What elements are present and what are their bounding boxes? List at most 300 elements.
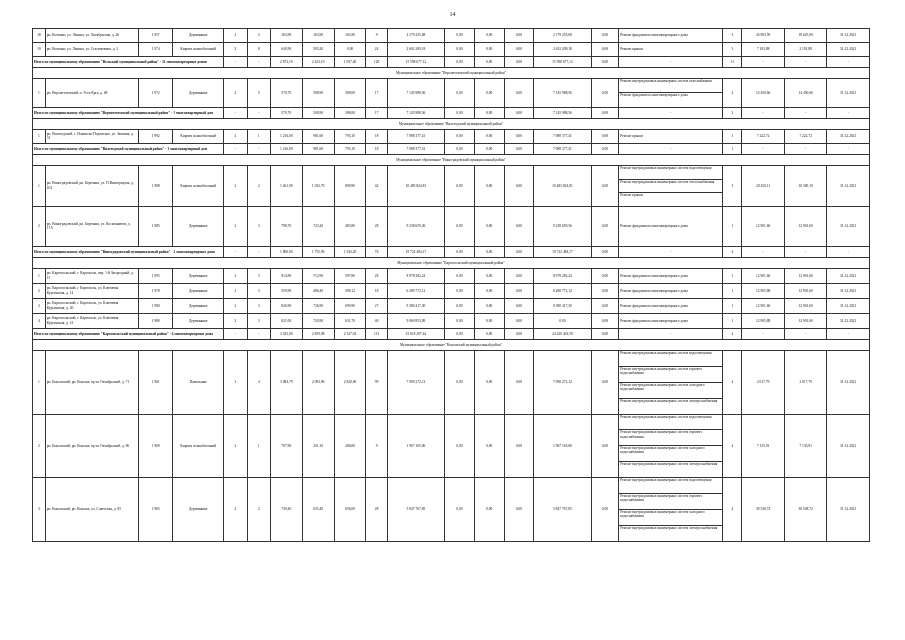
cell-c1: 7 090 272,12 bbox=[387, 350, 444, 414]
total-u2: - bbox=[784, 328, 826, 339]
cell-a2: 503,20 bbox=[302, 43, 334, 57]
total-c3: 0,00 bbox=[474, 57, 504, 68]
cell-fl: 2 bbox=[224, 43, 247, 57]
section-header-row bbox=[33, 154, 870, 165]
cell-dt: 31.12.2021 bbox=[827, 283, 870, 298]
cell-mat: Кирпич шлакоблочный bbox=[173, 165, 224, 206]
cell-work-types bbox=[619, 79, 723, 108]
cell-fl: 2 bbox=[224, 414, 247, 478]
cell-fl: 2 bbox=[224, 165, 247, 206]
cell-en: 3 bbox=[247, 298, 270, 313]
cell-en: 3 bbox=[247, 283, 270, 298]
total-wn: 4 bbox=[723, 246, 742, 257]
cell-c6: 0,00 bbox=[591, 29, 619, 43]
cell-c1: 6 280 772,12 bbox=[387, 283, 444, 298]
cell-year: 1 980 bbox=[139, 313, 173, 328]
cell-ppl: 28 bbox=[366, 206, 387, 246]
cell-addr: рп. Коношский, рп. Коноша, ул. Советская, д. 85 bbox=[45, 478, 138, 542]
cell-addr: рп. Верхнетоемский, п. Усть-Ерга, д. 68 bbox=[45, 79, 138, 108]
cell-c5: 6 280 772,12 bbox=[534, 283, 591, 298]
cell-a3: 206,00 bbox=[334, 414, 366, 478]
cell-c4: 0,00 bbox=[504, 478, 534, 542]
work-type-item: Ремонт внутридомовых инженерных систем электроснабжения bbox=[620, 525, 718, 530]
section-header: Муниципальное образование "Верхнетоемский муниципальный район" bbox=[33, 68, 870, 79]
cell-c1: 9 380 417,30 bbox=[387, 298, 444, 313]
cell-c2: 0,00 bbox=[445, 29, 475, 43]
cell-c4: 0,00 bbox=[504, 350, 534, 414]
work-type-item: Ремонт внутридомовых инженерных систем горячего водоснабжения bbox=[619, 430, 722, 446]
total-ppl: 120 bbox=[366, 57, 387, 68]
cell-c2: 0,00 bbox=[445, 298, 475, 313]
cell-c2: 0,00 bbox=[445, 350, 475, 414]
work-type-item: Ремонт внутридомовых инженерных систем водоотведения bbox=[619, 351, 722, 367]
table-row bbox=[33, 414, 870, 478]
cell-a2: 251,10 bbox=[302, 414, 334, 478]
cell-c2: 0,00 bbox=[445, 478, 475, 542]
cell-ppl: 18 bbox=[366, 129, 387, 143]
cell-mat: Деревянные bbox=[173, 283, 224, 298]
table-row bbox=[33, 350, 870, 414]
total-u1: - bbox=[742, 107, 784, 118]
cell-addr: рп. Виноградовский, рп. Березник, ул. Космонавтов, д. 17А bbox=[45, 206, 138, 246]
total-a3: 398,00 bbox=[334, 107, 366, 118]
cell-c5: 5 847 767,85 bbox=[534, 478, 591, 542]
cell-u1: 12 901,60 bbox=[742, 268, 784, 283]
cell-year: 1 957 bbox=[139, 29, 173, 43]
cell-c1: 9 060 853,09 bbox=[387, 313, 444, 328]
total-c2: 0,00 bbox=[445, 246, 475, 257]
cell-u2: 18 625,09 bbox=[784, 29, 826, 43]
cell-a1: 559,90 bbox=[270, 283, 302, 298]
total-c2: 0,00 bbox=[445, 107, 475, 118]
cell-en: 1 bbox=[247, 414, 270, 478]
table-row bbox=[33, 43, 870, 57]
cell-dt: 31.12.2021 bbox=[827, 165, 870, 206]
cell-c2: 0,00 bbox=[445, 206, 475, 246]
cell-wn: 1 bbox=[723, 298, 742, 313]
table-row bbox=[33, 283, 870, 298]
total-a1: 3 025,00 bbox=[270, 328, 302, 339]
cell-wn: 4 bbox=[723, 414, 742, 478]
work-type-item: Ремонт внутридомовых инженерных систем водоотведения bbox=[619, 478, 722, 494]
cell-addr: рп. Коношский, рп. Коноша, пр-кт Октябрьский, д. 71 bbox=[45, 350, 138, 414]
cell-fl: 2 bbox=[224, 206, 247, 246]
cell-year: 1 969 bbox=[139, 414, 173, 478]
cell-a1: 821,00 bbox=[270, 313, 302, 328]
cell-c3: 0,00 bbox=[474, 478, 504, 542]
cell-fl: 2 bbox=[224, 79, 247, 108]
cell-year: 1 978 bbox=[139, 283, 173, 298]
cell-en: 3 bbox=[247, 313, 270, 328]
cell-a3: 597,80 bbox=[334, 268, 366, 283]
cell-c3: 0,00 bbox=[474, 350, 504, 414]
cell-mat: Панельные bbox=[173, 350, 224, 414]
work-type-item: Ремонт внутридомовых инженерных систем электроснабжения bbox=[620, 398, 718, 403]
total-label: Итого по муниципальному образованию "Каргопольский муниципальный район" - 4 многоквартирных дома bbox=[33, 328, 224, 339]
section-header: Муниципальное образование "Вилегодский муниципальный район" bbox=[33, 118, 870, 129]
table-row bbox=[33, 129, 870, 143]
total-c6: 0,00 bbox=[591, 143, 619, 154]
cell-u1: 30 528,72 bbox=[742, 478, 784, 542]
cell-c5: 10 483 824,81 bbox=[534, 165, 591, 206]
cell-en: 3 bbox=[247, 206, 270, 246]
cell-c1: 5 847 767,85 bbox=[387, 478, 444, 542]
total-dt: - bbox=[827, 328, 870, 339]
work-type-item: Ремонт внутридомовых инженерных систем горячего водоснабжения bbox=[619, 494, 722, 510]
cell-fl: 2 bbox=[224, 29, 247, 43]
total-u2: - bbox=[784, 57, 826, 68]
cell-work: Ремонт фундамента многоквартирного дома bbox=[619, 298, 723, 313]
table-row bbox=[33, 29, 870, 43]
total-row bbox=[33, 328, 870, 339]
cell-c4: 0,00 bbox=[504, 29, 534, 43]
cell-c6: 0,00 bbox=[591, 478, 619, 542]
cell-wn: 1 bbox=[723, 206, 742, 246]
cell-c6: 0,00 bbox=[591, 298, 619, 313]
work-type-item: Ремонт внутридомовых инженерных систем водоотведения bbox=[619, 166, 722, 180]
cell-a3: 631,70 bbox=[334, 313, 366, 328]
total-u1: - bbox=[742, 57, 784, 68]
cell-c2: 0,00 bbox=[445, 268, 475, 283]
work-type-item: Ремонт внутридомовых инженерных систем холодного водоснабжения bbox=[619, 510, 722, 526]
total-ppl: 17 bbox=[366, 107, 387, 118]
cell-ppl: 27 bbox=[366, 298, 387, 313]
cell-c2: 0,00 bbox=[445, 165, 475, 206]
cell-n: 2 bbox=[33, 283, 46, 298]
cell-c5: 0,00 bbox=[534, 313, 591, 328]
cell-c2: 0,00 bbox=[445, 414, 475, 478]
cell-work: Ремонт фундамента многоквартирного дома bbox=[619, 29, 723, 43]
total-a1: 570,70 bbox=[270, 107, 302, 118]
cell-u1: 20 250,11 bbox=[742, 165, 784, 206]
cell-n: 1 bbox=[33, 165, 46, 206]
cell-u1: 12 901,60 bbox=[742, 206, 784, 246]
total-u2: - bbox=[784, 143, 826, 154]
cell-mat: Деревянные bbox=[173, 206, 224, 246]
total-label: Итого по муниципальному образованию "Виноградовский муниципальный район" - 2 многоквартирных дома bbox=[33, 246, 224, 257]
cell-ppl: 42 bbox=[366, 165, 387, 206]
cell-c2: 0,00 bbox=[445, 313, 475, 328]
total-a2: 2 423,10 bbox=[302, 57, 334, 68]
cell-a1: 707,90 bbox=[270, 414, 302, 478]
total-c2: 0,00 bbox=[445, 328, 475, 339]
cell-c3: 0,00 bbox=[474, 206, 504, 246]
cell-addr: рп. Виноградовский, рп. Березник, ул. П.Виноградова, д. 103 bbox=[45, 165, 138, 206]
cell-fl: 2 bbox=[224, 283, 247, 298]
cell-fl: 2 bbox=[224, 129, 247, 143]
total-c3: 0,00 bbox=[474, 328, 504, 339]
cell-a2: 635,40 bbox=[302, 478, 334, 542]
cell-mat: Деревянные bbox=[173, 79, 224, 108]
cell-c4: 0,00 bbox=[504, 129, 534, 143]
cell-en: 2 bbox=[247, 29, 270, 43]
cell-u1: 12 901,60 bbox=[742, 298, 784, 313]
cell-u1: 12 905,88 bbox=[742, 283, 784, 298]
cell-c4: 0,00 bbox=[504, 298, 534, 313]
total-u1: - bbox=[742, 328, 784, 339]
cell-c3: 0,00 bbox=[474, 414, 504, 478]
table-row bbox=[33, 298, 870, 313]
cell-c5: 1 967 165,06 bbox=[534, 414, 591, 478]
cell-ppl: 18 bbox=[366, 283, 387, 298]
cell-addr: рп. Каргопольский, г. Каргополь, ул. Ключевая Кургинская, д. 21 bbox=[45, 313, 138, 328]
cell-u2: 10 369,10 bbox=[784, 165, 826, 206]
table-row bbox=[33, 79, 870, 108]
cell-a3: 2 820,00 bbox=[334, 350, 366, 414]
cell-c3: 0,00 bbox=[474, 129, 504, 143]
cell-a1: 798,70 bbox=[270, 206, 302, 246]
cell-c4: 0,00 bbox=[504, 43, 534, 57]
cell-n: 1 bbox=[33, 79, 46, 108]
total-a: - bbox=[224, 246, 247, 257]
cell-dt: 31.12.2021 bbox=[827, 313, 870, 328]
section-header-row bbox=[33, 68, 870, 79]
cell-c2: 0,00 bbox=[445, 79, 475, 108]
total-c2: 0,00 bbox=[445, 143, 475, 154]
cell-c5: 2 632 209,18 bbox=[534, 43, 591, 57]
cell-year: 1 972 bbox=[139, 79, 173, 108]
cell-a2: 1 032,70 bbox=[302, 165, 334, 206]
table-row bbox=[33, 206, 870, 246]
cell-c4: 0,00 bbox=[504, 206, 534, 246]
cell-work: Ремонт фундамента многоквартирного дома bbox=[619, 206, 723, 246]
cell-c1: 2 602 209,18 bbox=[387, 43, 444, 57]
cell-year: 1 988 bbox=[139, 165, 173, 206]
total-work: - bbox=[619, 143, 723, 154]
cell-c2: 0,00 bbox=[445, 283, 475, 298]
table-row bbox=[33, 478, 870, 542]
cell-u2: 12 901,60 bbox=[784, 268, 826, 283]
cell-year: 1 995 bbox=[139, 268, 173, 283]
total-c5: 7 088 377,41 bbox=[534, 143, 591, 154]
work-type-item: Ремонт внутридомовых инженерных систем электроснабжения bbox=[620, 462, 718, 467]
section-header-row bbox=[33, 339, 870, 350]
cell-mat: Деревянные bbox=[173, 313, 224, 328]
cell-c1: 7 145 988,56 bbox=[387, 79, 444, 108]
cell-u2: 12 901,60 bbox=[784, 298, 826, 313]
cell-addr: рп. Кочкино, ул. Ленина, ул. Октябрьская, д. 26 bbox=[45, 29, 138, 43]
cell-c4: 0,00 bbox=[504, 165, 534, 206]
cell-c5: 7 088 377,41 bbox=[534, 129, 591, 143]
cell-year: 1 985 bbox=[139, 206, 173, 246]
total-work: - bbox=[619, 107, 723, 118]
cell-a2: 726,90 bbox=[302, 298, 334, 313]
cell-fl: 2 bbox=[224, 268, 247, 283]
cell-dt: 31.12.2021 bbox=[827, 79, 870, 108]
cell-a1: 570,70 bbox=[270, 79, 302, 108]
total-c5: 24 420 402,59 bbox=[534, 328, 591, 339]
cell-a1: 163,90 bbox=[270, 29, 302, 43]
cell-a1: 814,90 bbox=[270, 268, 302, 283]
work-type-item: Ремонт внутридомовых инженерных систем водоотведения bbox=[619, 415, 722, 431]
total-c4: 0,00 bbox=[504, 246, 534, 257]
total-ppl: 113 bbox=[366, 328, 387, 339]
work-type-item: Ремонт внутридомовых инженерных систем горячего водоснабжения bbox=[619, 367, 722, 383]
cell-n: 2 bbox=[33, 206, 46, 246]
total-b: - bbox=[247, 246, 270, 257]
cell-n: 3 bbox=[33, 298, 46, 313]
cell-ppl: 9 bbox=[366, 29, 387, 43]
work-type-item: Ремонт внутридомовых инженерных систем холодного водоснабжения bbox=[619, 446, 722, 462]
cell-addr: рп. Кочкино, ул. Ленина, ул. Стасюкевича, д. 2 bbox=[45, 43, 138, 57]
cell-a3: 793,10 bbox=[334, 129, 366, 143]
cell-c1: 10 483 824,81 bbox=[387, 165, 444, 206]
cell-a3: 699,90 bbox=[334, 298, 366, 313]
cell-en: 8 bbox=[247, 43, 270, 57]
total-wn: 4 bbox=[723, 328, 742, 339]
cell-c2: 0,00 bbox=[445, 43, 475, 57]
cell-c3: 0,00 bbox=[474, 268, 504, 283]
cell-u1: 7 103,88 bbox=[742, 43, 784, 57]
total-b: - bbox=[247, 328, 270, 339]
cell-c1: 9 238 659,36 bbox=[387, 206, 444, 246]
total-ppl: 18 bbox=[366, 143, 387, 154]
cell-work: Ремонт фундамента многоквартирного дома bbox=[619, 268, 723, 283]
cell-c3: 0,00 bbox=[474, 165, 504, 206]
cell-ppl: 24 bbox=[366, 43, 387, 57]
cell-u1: 7 222,72 bbox=[742, 129, 784, 143]
cell-n: 18 bbox=[33, 29, 46, 43]
cell-addr: рп. Каргопольский, г. Каргополь, ул. Ключевая Кургинская, д. 20 bbox=[45, 298, 138, 313]
cell-wn: 2 bbox=[723, 79, 742, 108]
cell-n: 1 bbox=[33, 268, 46, 283]
section-header-row bbox=[33, 118, 870, 129]
cell-en: 2 bbox=[247, 165, 270, 206]
total-c4: 0,00 bbox=[504, 328, 534, 339]
total-u1: - bbox=[742, 143, 784, 154]
cell-ppl: 99 bbox=[366, 350, 387, 414]
total-c2: 0,00 bbox=[445, 57, 475, 68]
cell-c6: 0,00 bbox=[591, 206, 619, 246]
table-row bbox=[33, 313, 870, 328]
work-type-item: Ремонт внутридомовых инженерных систем холодного водоснабжения bbox=[619, 383, 722, 399]
section-header: Муниципальное образование "Виноградовский муниципальный район" bbox=[33, 154, 870, 165]
total-c1: 33 618 297,44 bbox=[387, 328, 444, 339]
cell-year: 1 992 bbox=[139, 129, 173, 143]
cell-dt: 31.12.2021 bbox=[827, 29, 870, 43]
cell-u2: 12 901,60 bbox=[784, 313, 826, 328]
total-a3: 1 937,40 bbox=[334, 57, 366, 68]
cell-fl: 3 bbox=[224, 350, 247, 414]
total-c4: 0,00 bbox=[504, 143, 534, 154]
cell-dt: 31.12.2021 bbox=[827, 206, 870, 246]
cell-dt: 31.12.2021 bbox=[827, 350, 870, 414]
cell-addr: рп. Коношский, рп. Коноша, пр-кт Октябрьский, д. 96 bbox=[45, 414, 138, 478]
cell-u1: 34 903,59 bbox=[742, 29, 784, 43]
cell-c1: 1 967 165,06 bbox=[387, 414, 444, 478]
cell-u2: 2 017,79 bbox=[784, 350, 826, 414]
cell-a3: 0,00 bbox=[334, 43, 366, 57]
cell-dt: 31.12.2021 bbox=[827, 414, 870, 478]
cell-wn: 3 bbox=[723, 29, 742, 43]
work-type-item: Ремонт внутридомовых инженерных систем теплоснабжения bbox=[619, 180, 722, 194]
cell-c6: 0,00 bbox=[591, 283, 619, 298]
cell-a1: 1 461,90 bbox=[270, 165, 302, 206]
cell-c6: 0,00 bbox=[591, 350, 619, 414]
cell-work: Ремонт фундамента многоквартирного дома bbox=[619, 313, 723, 328]
total-c4: 0,00 bbox=[504, 107, 534, 118]
total-a2: 1 755,90 bbox=[302, 246, 334, 257]
cell-work-types bbox=[619, 478, 723, 542]
cell-c5: 9 238 659,36 bbox=[534, 206, 591, 246]
cell-wn: 3 bbox=[723, 43, 742, 57]
cell-c5: 7 090 272,12 bbox=[534, 350, 591, 414]
total-a3: 1 543,20 bbox=[334, 246, 366, 257]
cell-c4: 0,00 bbox=[504, 313, 534, 328]
total-b: - bbox=[247, 57, 270, 68]
cell-n: 1 bbox=[33, 129, 46, 143]
cell-c1: 7 088 377,41 bbox=[387, 129, 444, 143]
cell-c6: 0,00 bbox=[591, 414, 619, 478]
total-a: - bbox=[224, 143, 247, 154]
total-row bbox=[33, 107, 870, 118]
cell-c3: 0,00 bbox=[474, 29, 504, 43]
cell-en: 5 bbox=[247, 79, 270, 108]
cell-c1: 8 978 282,24 bbox=[387, 268, 444, 283]
total-c1: 7 088 377,41 bbox=[387, 143, 444, 154]
cell-work: Ремонт крыши bbox=[619, 43, 723, 57]
cell-year: 1 980 bbox=[139, 298, 173, 313]
cell-year: 1 974 bbox=[139, 43, 173, 57]
total-a: - bbox=[224, 328, 247, 339]
cell-wn: 4 bbox=[723, 478, 742, 542]
cell-mat: Кирпич шлакоблочный bbox=[173, 43, 224, 57]
cell-a2: 720,90 bbox=[302, 313, 334, 328]
cell-fl: 2 bbox=[224, 478, 247, 542]
total-b: - bbox=[247, 143, 270, 154]
cell-wn: 3 bbox=[723, 165, 742, 206]
total-c1: 19 722 484,17 bbox=[387, 246, 444, 257]
cell-ppl: 28 bbox=[366, 478, 387, 542]
cell-en: 2 bbox=[247, 478, 270, 542]
cell-a3: 399,12 bbox=[334, 283, 366, 298]
cell-addr: рп. Каргопольский, г. Каргополь, пер. 1-й Загородный, д. 15 bbox=[45, 268, 138, 283]
total-c1: 7 145 988,56 bbox=[387, 107, 444, 118]
cell-work-types bbox=[619, 350, 723, 414]
cell-mat: Деревянные bbox=[173, 268, 224, 283]
cell-u2: 30 528,72 bbox=[784, 478, 826, 542]
cell-work: Ремонт фундамента многоквартирного дома bbox=[619, 283, 723, 298]
work-type-item: Ремонт крыши bbox=[620, 193, 643, 198]
cell-c6: 0,00 bbox=[591, 313, 619, 328]
total-c3: 0,00 bbox=[474, 246, 504, 257]
cell-dt: 31.12.2021 bbox=[827, 268, 870, 283]
cell-a2: 486,40 bbox=[302, 283, 334, 298]
cell-u2: 2 101,88 bbox=[784, 43, 826, 57]
cell-u1: 7 135,91 bbox=[742, 414, 784, 478]
cell-a1: 730,40 bbox=[270, 478, 302, 542]
cell-ppl: 40 bbox=[366, 313, 387, 328]
total-c3: 0,00 bbox=[474, 143, 504, 154]
cell-dt: 31.12.2021 bbox=[827, 298, 870, 313]
total-label: Итого по муниципальному образованию "Верхнетоемский муниципальный район" - 1 многоквартирный дом bbox=[33, 107, 224, 118]
table-row bbox=[33, 268, 870, 283]
cell-ppl: 17 bbox=[366, 79, 387, 108]
cell-a2: 723,20 bbox=[302, 206, 334, 246]
total-c4: 0,00 bbox=[504, 57, 534, 68]
total-row bbox=[33, 143, 870, 154]
cell-dt: 31.12.2021 bbox=[827, 478, 870, 542]
cell-mat: Кирпич шлакоблочный bbox=[173, 414, 224, 478]
total-c6: 0,00 bbox=[591, 328, 619, 339]
total-dt: - bbox=[827, 57, 870, 68]
cell-dt: 31.12.2021 bbox=[827, 129, 870, 143]
cell-ppl: 9 bbox=[366, 414, 387, 478]
cell-c5: 2 179 255,68 bbox=[534, 29, 591, 43]
cell-c5: 9 380 417,30 bbox=[534, 298, 591, 313]
cell-c3: 0,00 bbox=[474, 43, 504, 57]
cell-wn: 4 bbox=[723, 350, 742, 414]
